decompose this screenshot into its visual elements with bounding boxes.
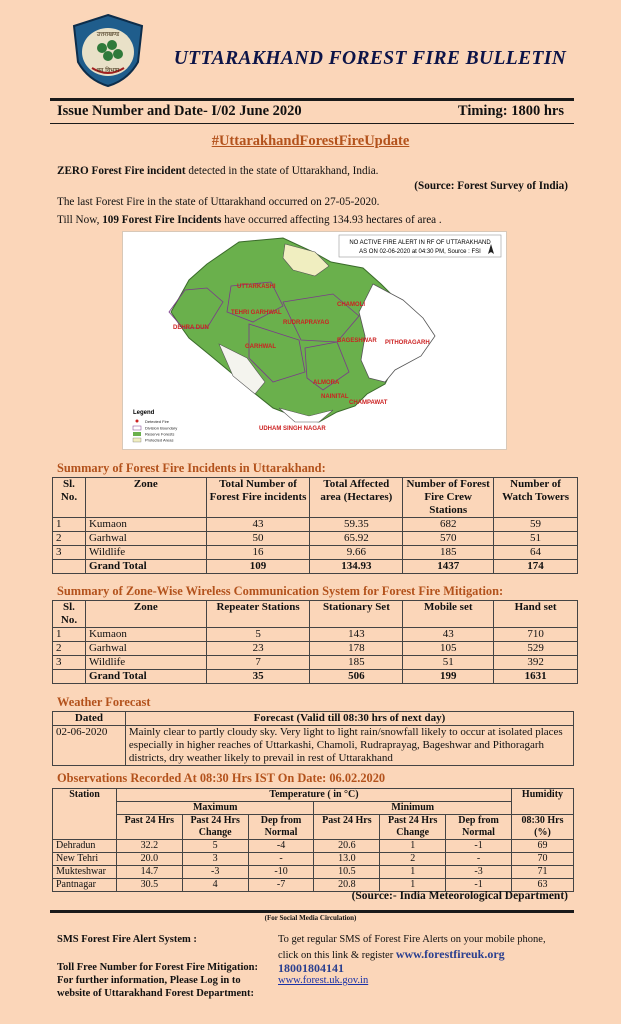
table-row (53, 628, 578, 642)
forest-website-link[interactable]: www.forest.uk.gov.in (278, 975, 369, 986)
legend-item-reserve: Reserve Forests (145, 431, 175, 437)
cell: 392 (494, 656, 578, 670)
intro-line3-bold: 109 Forest Fire Incidents (102, 214, 222, 226)
cell: 1 (380, 879, 446, 892)
cell: 1437 (403, 560, 494, 574)
cell: 529 (494, 642, 578, 656)
table-row (53, 866, 574, 879)
intro-line-1 (57, 165, 378, 177)
social-media-note: (For Social Media Circulation) (264, 914, 357, 922)
forecast-line: Mainly clear to partly cloudy sky. Very light to light rain/snowfall likely to occur at isolated places (128, 726, 563, 738)
wireless-col-zone: Zone (85, 601, 206, 628)
wireless-col-sl: Sl. No. (53, 601, 86, 628)
cell: 2 (53, 642, 86, 656)
cell: Dehradun (53, 840, 117, 853)
obs-col-temperature: Temperature ( in °C) (116, 789, 511, 802)
intro-source: (Source: Forest Survey of India) (414, 180, 568, 192)
table-row (53, 642, 578, 656)
intro-line3-rest: have occurred affecting 134.93 hectares of area . (221, 214, 442, 226)
uttarakhand-fire-map (122, 231, 507, 450)
cell: 69 (511, 840, 573, 853)
cell: 13.0 (314, 853, 380, 866)
cell: 185 (403, 546, 494, 560)
cell: -7 (248, 879, 314, 892)
sms-text-1: To get regular SMS of Forest Fire Alerts on your mobile phone, (278, 934, 546, 945)
intro-line-2: The last Forest Fire in the state of Uttarakhand occurred on 27-05-2020. (57, 196, 380, 208)
cell: Garhwal (85, 532, 206, 546)
obs-sub-header: 08:30 Hrs (%) (511, 815, 573, 840)
legend-item-fire: Detected Fire (145, 419, 170, 424)
intro-rest: detected in the state of Uttarakhand, India. (185, 165, 379, 177)
cell: 1 (53, 518, 86, 532)
wireless-title: Summary of Zone-Wise Wireless Communication System for Forest Fire Mitigation: (57, 584, 504, 598)
cell: 23 (206, 642, 310, 656)
info-label-1: For further information, Please Log in to (57, 975, 241, 986)
obs-sub-header: Past 24 Hrs Change (380, 815, 446, 840)
cell: -3 (182, 866, 248, 879)
weather-header-row (53, 712, 574, 726)
cell: 9.66 (310, 546, 403, 560)
table-row (53, 518, 578, 532)
cell: 3 (53, 656, 86, 670)
cell: 16 (206, 546, 310, 560)
cell: 43 (206, 518, 310, 532)
table-row (53, 546, 578, 560)
cell: Garhwal (85, 642, 206, 656)
table-row (53, 853, 574, 866)
forest-department-logo (68, 12, 148, 88)
cell: 109 (206, 560, 310, 574)
cell: 506 (310, 670, 403, 684)
cell: New Tehri (53, 853, 117, 866)
cell: 20.8 (314, 879, 380, 892)
intro-line-3 (57, 214, 442, 226)
map-label-almora: ALMORA (313, 380, 340, 386)
cell: 185 (310, 656, 403, 670)
cell: 570 (403, 532, 494, 546)
cell: Mukteshwar (53, 866, 117, 879)
legend-item-protected: Protected Areas (145, 437, 174, 443)
summary-col-incidents: Total Number of Forest Fire incidents (206, 478, 310, 518)
summary-header-row (53, 478, 578, 518)
cell: 105 (403, 642, 494, 656)
legend-item-boundary: Division Boundary (145, 425, 178, 431)
cell: 43 (403, 628, 494, 642)
cell: 178 (310, 642, 403, 656)
footer-divider (50, 910, 574, 913)
cell: 1631 (494, 670, 578, 684)
obs-sub-header: Dep from Normal (446, 815, 512, 840)
cell: 682 (403, 518, 494, 532)
cell: Wildlife (85, 546, 206, 560)
observations-source: (Source:- India Meteorological Department) (351, 890, 568, 902)
forecast-line: especially in higher reaches of Uttarkashi, Chamoli, Rudraprayag, Bageshwar and Pithoragarh (128, 739, 545, 751)
cell: 64 (494, 546, 578, 560)
info-label-2: website of Uttarakhand Forest Department: (57, 988, 254, 999)
map-label-nainital: NAINITAL (321, 394, 349, 400)
summary-col-towers: Number of Watch Towers (494, 478, 578, 518)
cell (53, 560, 86, 574)
cell: 59.35 (310, 518, 403, 532)
cell: 71 (511, 866, 573, 879)
weather-table (52, 711, 574, 766)
map-label-garhwal: GARHWAL (245, 344, 276, 350)
observations-title: Observations Recorded At 08:30 Hrs IST On Date: 06.02.2020 (57, 771, 386, 785)
wireless-header-row (53, 601, 578, 628)
forest-website-link-wrap (278, 975, 368, 986)
cell: 143 (310, 628, 403, 642)
cell: 30.5 (116, 879, 182, 892)
wireless-col-mobile: Mobile set (403, 601, 494, 628)
table-row (53, 840, 574, 853)
cell: 14.7 (116, 866, 182, 879)
bulletin-title: UTTARAKHAND FOREST FIRE BULLETIN (173, 48, 567, 69)
cell: 59 (494, 518, 578, 532)
map-label-udham-singh-nagar: UDHAM SINGH NAGAR (259, 426, 326, 432)
cell: Grand Total (85, 670, 206, 684)
summary-col-sl: Sl. No. (53, 478, 86, 518)
cell: Wildlife (85, 656, 206, 670)
map-note-1: NO ACTIVE FIRE ALERT IN RF OF UTTARAKHAND (349, 240, 491, 246)
cell: 2 (53, 532, 86, 546)
hashtag-link[interactable]: #UttarakhandForestFireUpdate (211, 133, 410, 149)
cell: - (248, 853, 314, 866)
timing: Timing: 1800 hrs (457, 103, 564, 119)
obs-col-station: Station (53, 789, 117, 840)
cell: 3 (182, 853, 248, 866)
weather-col-forecast: Forecast (Valid till 08:30 hrs of next day) (125, 712, 573, 726)
cell: 35 (206, 670, 310, 684)
cell: Pantnagar (53, 879, 117, 892)
obs-sub-header: Past 24 Hrs (314, 815, 380, 840)
weather-forecast-text (125, 726, 573, 766)
cell: 20.6 (314, 840, 380, 853)
forecast-line: districts, dry weather likely to prevail in rest of Uttarakhand (128, 752, 393, 764)
cell: Kumaon (85, 518, 206, 532)
cell: Kumaon (85, 628, 206, 642)
wireless-total-row (53, 670, 578, 684)
map-label-rudraprayag: RUDRAPRAYAG (283, 320, 330, 326)
obs-col-maximum: Maximum (116, 802, 314, 815)
cell: 5 (182, 840, 248, 853)
sms-register-link[interactable]: www.forestfireuk.org (395, 947, 505, 961)
weather-col-dated: Dated (53, 712, 126, 726)
cell: 1 (53, 628, 86, 642)
cell: -3 (446, 866, 512, 879)
logo-text-top: उत्तराखण्ड (96, 31, 120, 38)
cell: 199 (403, 670, 494, 684)
wireless-table (52, 600, 578, 684)
map-label-pithoragarh: PITHORAGARH (385, 340, 430, 346)
cell: 70 (511, 853, 573, 866)
summary-col-zone: Zone (85, 478, 206, 518)
cell (53, 670, 86, 684)
map-label-chamoli: CHAMOLI (337, 302, 365, 308)
cell: -10 (248, 866, 314, 879)
legend-title: Legend (133, 410, 155, 416)
cell: 2 (380, 853, 446, 866)
header-divider (50, 98, 574, 101)
cell: 3 (53, 546, 86, 560)
summary-title: Summary of Forest Fire Incidents in Uttarakhand: (57, 461, 326, 475)
obs-sub-header: Past 24 Hrs Change (182, 815, 248, 840)
intro-bold: ZERO Forest Fire incident (57, 165, 186, 177)
issue-divider (50, 123, 574, 124)
tollfree-label: Toll Free Number for Forest Fire Mitigation: (57, 962, 259, 973)
sms-text-2 (278, 947, 505, 962)
cell: 710 (494, 628, 578, 642)
cell: 51 (494, 532, 578, 546)
summary-total-row (53, 560, 578, 574)
table-row (53, 726, 574, 766)
cell: - (446, 853, 512, 866)
cell: 174 (494, 560, 578, 574)
sms-text-2-pre: click on this link & register (278, 950, 396, 961)
wireless-col-stationary: Stationary Set (310, 601, 403, 628)
obs-col-humidity: Humidity (511, 789, 573, 815)
summary-col-crew: Number of Forest Fire Crew Stations (403, 478, 494, 518)
weather-date: 02-06-2020 (53, 726, 126, 766)
cell: 4 (182, 879, 248, 892)
map-note-2: AS ON 02-06-2020 at 04:30 PM, Source : FSI (359, 249, 481, 255)
wireless-col-repeater: Repeater Stations (206, 601, 310, 628)
logo-text-bottom: वन विभाग (96, 67, 120, 74)
cell: 1 (380, 866, 446, 879)
table-row (53, 532, 578, 546)
summary-table (52, 477, 578, 574)
map-label-tehri: TEHRI GARHWAL (231, 310, 282, 316)
cell: 5 (206, 628, 310, 642)
map-label-champawat: CHAMPAWAT (349, 400, 388, 406)
map-label-uttarkashi: UTTARKASHI (237, 284, 276, 290)
obs-col-minimum: Minimum (314, 802, 512, 815)
cell: 51 (403, 656, 494, 670)
weather-title: Weather Forecast (57, 695, 151, 709)
obs-sub-header: Dep from Normal (248, 815, 314, 840)
cell: 134.93 (310, 560, 403, 574)
cell: 10.5 (314, 866, 380, 879)
intro-line3-pre: Till Now, (57, 214, 103, 226)
cell: -1 (446, 879, 512, 892)
cell: 63 (511, 879, 573, 892)
sms-label: SMS Forest Fire Alert System : (57, 934, 197, 945)
cell: 50 (206, 532, 310, 546)
map-label-dehradun: DEHRA DUN (173, 325, 209, 331)
cell: -1 (446, 840, 512, 853)
obs-sub-header: Past 24 Hrs (116, 815, 182, 840)
observations-table (52, 788, 574, 892)
issue-number: Issue Number and Date- I/02 June 2020 (57, 103, 302, 119)
cell: -4 (248, 840, 314, 853)
cell: Grand Total (85, 560, 206, 574)
cell: 65.92 (310, 532, 403, 546)
cell: 1 (380, 840, 446, 853)
cell: 32.2 (116, 840, 182, 853)
table-row (53, 656, 578, 670)
summary-col-area: Total Affected area (Hectares) (310, 478, 403, 518)
wireless-col-handset: Hand set (494, 601, 578, 628)
tollfree-number[interactable]: 18001804141 (278, 961, 344, 975)
cell: 7 (206, 656, 310, 670)
cell: 20.0 (116, 853, 182, 866)
map-label-bageshwar: BAGESHWAR (337, 338, 377, 344)
